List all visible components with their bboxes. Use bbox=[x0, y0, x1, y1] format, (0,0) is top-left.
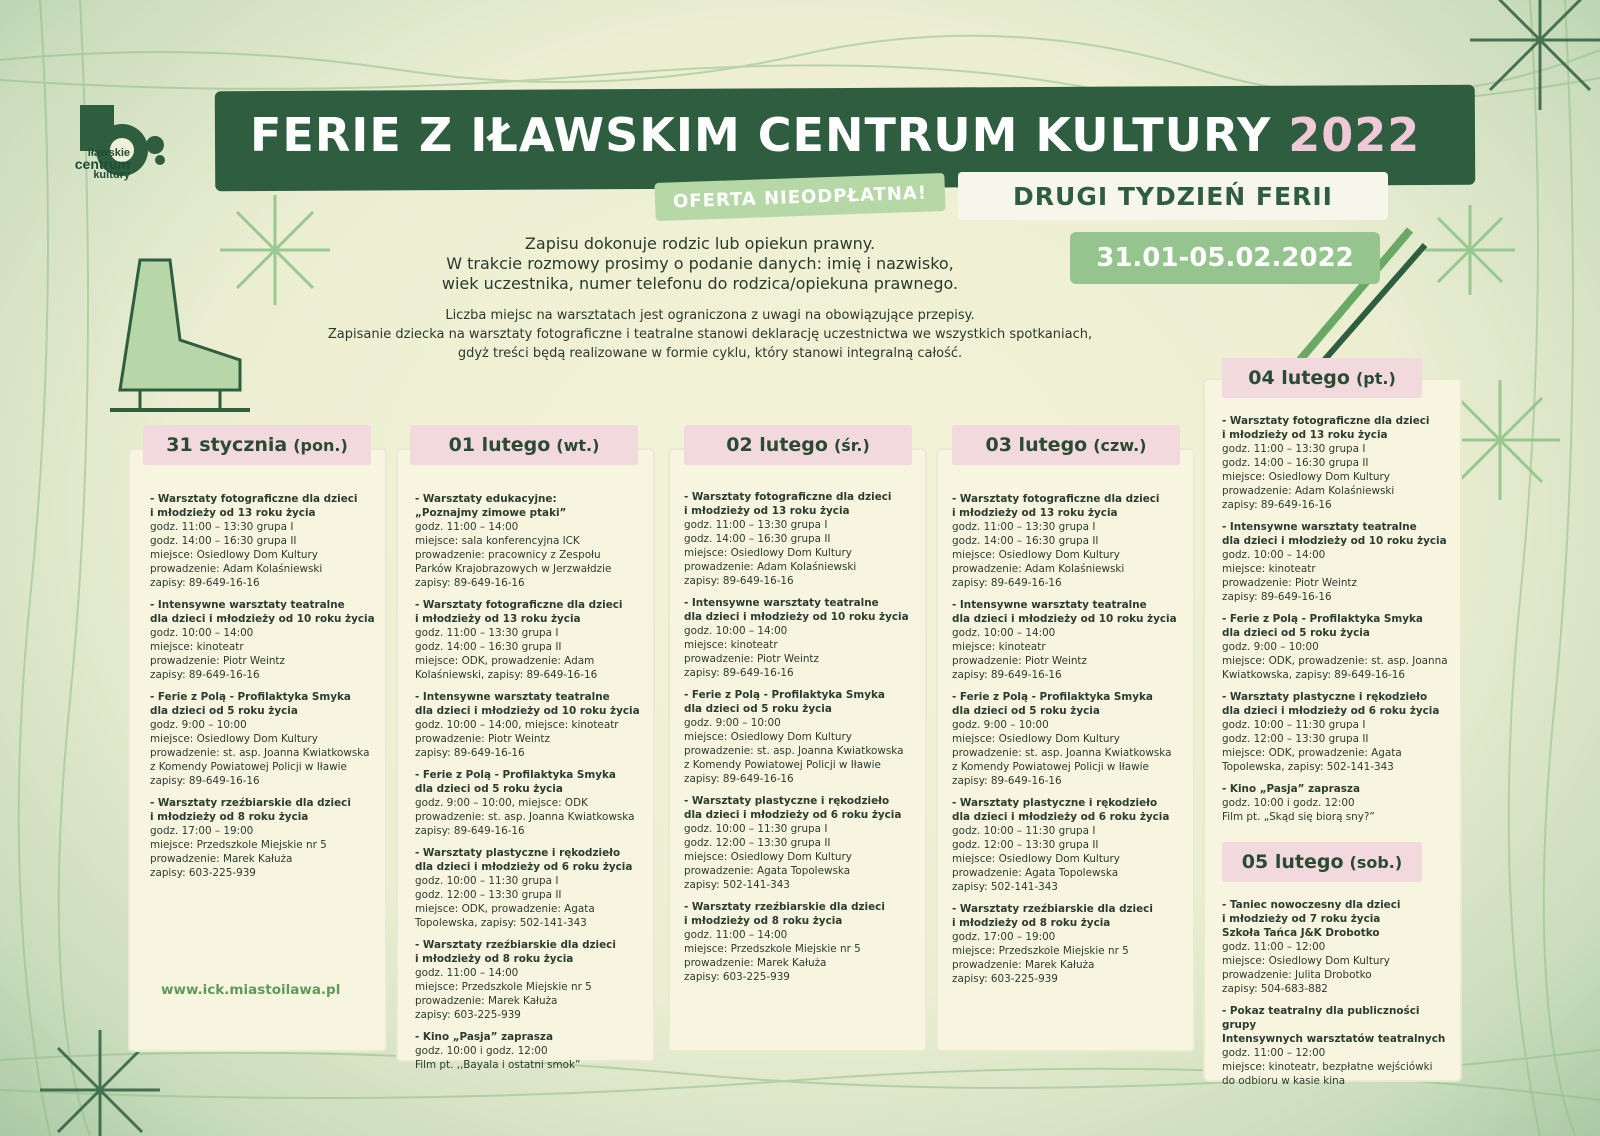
entry-title-line: dla dzieci od 5 roku życia bbox=[952, 705, 1100, 717]
entry-title-line: i młodzieży od 13 roku życia bbox=[952, 507, 1118, 519]
entry-detail-line: godz. 9:00 – 10:00 bbox=[684, 717, 781, 729]
notes-text bbox=[250, 306, 1170, 363]
schedule-entry bbox=[684, 490, 916, 588]
entry-title-line: dla dzieci od 5 roku życia bbox=[150, 705, 298, 717]
entry-detail-line: prowadzenie: Adam Kolaśniewski bbox=[1222, 485, 1395, 497]
intro-line: W trakcie rozmowy prosimy o podanie danych: imię i nazwisko, bbox=[446, 254, 954, 273]
entry-detail-line: miejsce: Osiedlowy Dom Kultury bbox=[1222, 471, 1390, 483]
entry-detail-line: miejsce: Osiedlowy Dom Kultury bbox=[150, 733, 318, 745]
entry-detail-line: Film pt. ,,Bayala i ostatni smok” bbox=[415, 1059, 581, 1071]
entry-detail-line: zapisy: 89-649-16-16 bbox=[150, 775, 260, 787]
entry-detail-line: godz. 14:00 – 16:30 grupa II bbox=[415, 641, 562, 653]
entry-detail-line: miejsce: Przedszkole Miejskie nr 5 bbox=[415, 981, 592, 993]
entry-title-line: - Warsztaty plastyczne i rękodzieło bbox=[952, 797, 1158, 809]
entry-detail-line: godz. 14:00 – 16:30 grupa II bbox=[684, 533, 831, 545]
entry-title-line: - Intensywne warsztaty teatralne bbox=[952, 599, 1147, 611]
entry-detail-line: godz. 9:00 – 10:00 bbox=[1222, 641, 1319, 653]
entry-detail-line: do odbioru w kasie kina bbox=[1222, 1075, 1346, 1087]
entry-detail-line: miejsce: kinoteatr bbox=[1222, 563, 1316, 575]
schedule-entry bbox=[415, 938, 647, 1022]
entry-detail-line: godz. 10:00 – 11:30 grupa I bbox=[684, 823, 828, 835]
entry-detail-line: prowadzenie: st. asp. Joanna Kwiatkowska bbox=[415, 811, 635, 823]
dates-badge: 31.01-05.02.2022 bbox=[1070, 232, 1380, 284]
schedule-entry bbox=[150, 796, 382, 880]
day-entries bbox=[684, 490, 916, 992]
schedule-entry bbox=[415, 492, 647, 590]
day-date: 01 lutego bbox=[448, 434, 551, 456]
day-header-3 bbox=[952, 425, 1180, 465]
entry-title-line: i młodzieży od 8 roku życia bbox=[684, 915, 843, 927]
entry-title-line: dla dzieci i młodzieży od 10 roku życia bbox=[150, 613, 375, 625]
entry-title-line: - Warsztaty edukacyjne: bbox=[415, 493, 557, 505]
entry-detail-line: godz. 10:00 – 14:00, miejsce: kinoteatr bbox=[415, 719, 619, 731]
entry-detail-line: zapisy: 603-225-939 bbox=[415, 1009, 521, 1021]
day-entries bbox=[415, 492, 647, 1080]
entry-detail-line: godz. 10:00 i godz. 12:00 bbox=[1222, 797, 1355, 809]
entry-detail-line: miejsce: Osiedlowy Dom Kultury bbox=[952, 853, 1120, 865]
entry-detail-line: z Komendy Powiatowej Policji w Iławie bbox=[684, 759, 881, 771]
entry-title-line: - Warsztaty rzeźbiarskie dla dzieci bbox=[684, 901, 885, 913]
schedule-entry bbox=[952, 796, 1184, 894]
entry-detail-line: prowadzenie: Adam Kolaśniewski bbox=[684, 561, 857, 573]
entry-detail-line: miejsce: kinoteatr bbox=[684, 639, 778, 651]
entry-title-line: - Warsztaty plastyczne i rękodzieło bbox=[1222, 691, 1428, 703]
schedule-entry bbox=[415, 598, 647, 682]
entry-detail-line: prowadzenie: st. asp. Joanna Kwiatkowska bbox=[952, 747, 1172, 759]
entry-title-line: - Taniec nowoczesny dla dzieci bbox=[1222, 899, 1401, 911]
day-weekday: (pt.) bbox=[1355, 368, 1396, 388]
schedule-entry bbox=[684, 794, 916, 892]
entry-title-line: - Intensywne warsztaty teatralne bbox=[1222, 521, 1417, 533]
entry-detail-line: zapisy: 89-649-16-16 bbox=[952, 669, 1062, 681]
entry-detail-line: miejsce: kinoteatr bbox=[952, 641, 1046, 653]
entry-detail-line: prowadzenie: Piotr Weintz bbox=[415, 733, 550, 745]
entry-title-line: - Warsztaty fotograficzne dla dzieci bbox=[952, 493, 1160, 505]
entry-detail-line: Parków Krajobrazowych w Jerzwałdzie bbox=[415, 563, 612, 575]
entry-detail-line: miejsce: Osiedlowy Dom Kultury bbox=[684, 731, 852, 743]
intro-line: wiek uczestnika, numer telefonu do rodzica/opiekuna prawnego. bbox=[441, 274, 959, 293]
schedule-entry bbox=[415, 768, 647, 838]
day-header-5 bbox=[1222, 842, 1422, 882]
day-weekday: (czw.) bbox=[1093, 435, 1147, 455]
entry-detail-line: zapisy: 89-649-16-16 bbox=[1222, 499, 1332, 511]
entry-title-line: dla dzieci i młodzieży od 6 roku życia bbox=[684, 809, 902, 821]
entry-detail-line: z Komendy Powiatowej Policji w Iławie bbox=[150, 761, 347, 773]
entry-detail-line: miejsce: Osiedlowy Dom Kultury bbox=[952, 549, 1120, 561]
day-entries bbox=[150, 492, 382, 888]
intro-text bbox=[370, 234, 1030, 294]
entry-detail-line: prowadzenie: st. asp. Joanna Kwiatkowska bbox=[150, 747, 370, 759]
entry-title-line: dla dzieci i młodzieży od 10 roku życia bbox=[684, 611, 909, 623]
schedule-entry bbox=[1222, 1004, 1454, 1088]
entry-detail-line: zapisy: 89-649-16-16 bbox=[415, 577, 525, 589]
entry-title-line: - Kino „Pasja” zaprasza bbox=[415, 1031, 553, 1043]
entry-detail-line: zapisy: 603-225-939 bbox=[150, 867, 256, 879]
website-url: www.ick.miastoilawa.pl bbox=[161, 982, 341, 998]
entry-detail-line: miejsce: ODK, prowadzenie: st. asp. Joanna bbox=[1222, 655, 1448, 667]
entry-detail-line: prowadzenie: Marek Kałuża bbox=[952, 959, 1095, 971]
day-entries bbox=[1222, 898, 1454, 1096]
ice-skate-illustration bbox=[100, 250, 260, 430]
entry-detail-line: godz. 11:00 – 14:00 bbox=[415, 521, 519, 533]
day-date: 05 lutego bbox=[1241, 851, 1344, 873]
entry-title-line: dla dzieci od 5 roku życia bbox=[1222, 627, 1370, 639]
logo-text bbox=[60, 148, 130, 181]
entry-detail-line: miejsce: Osiedlowy Dom Kultury bbox=[150, 549, 318, 561]
entry-detail-line: miejsce: Osiedlowy Dom Kultury bbox=[684, 547, 852, 559]
entry-title-line: Intensywnych warsztatów teatralnych bbox=[1222, 1033, 1446, 1045]
entry-detail-line: prowadzenie: Agata Topolewska bbox=[952, 867, 1119, 879]
day-header-2 bbox=[684, 425, 912, 465]
entry-detail-line: godz. 10:00 – 14:00 bbox=[952, 627, 1056, 639]
entry-title-line: - Warsztaty rzeźbiarskie dla dzieci bbox=[150, 797, 351, 809]
entry-detail-line: godz. 12:00 – 13:30 grupa II bbox=[684, 837, 831, 849]
entry-detail-line: godz. 11:00 – 13:30 grupa I bbox=[150, 521, 294, 533]
entry-detail-line: godz. 9:00 – 10:00 bbox=[952, 719, 1049, 731]
schedule-entry bbox=[1222, 782, 1454, 824]
entry-detail-line: miejsce: Osiedlowy Dom Kultury bbox=[1222, 955, 1390, 967]
day-weekday: (pon.) bbox=[293, 435, 348, 455]
entry-detail-line: prowadzenie: Adam Kolaśniewski bbox=[150, 563, 323, 575]
entry-title-line: - Kino „Pasja” zaprasza bbox=[1222, 783, 1360, 795]
entry-detail-line: godz. 11:00 – 13:30 grupa I bbox=[952, 521, 1096, 533]
schedule-entry bbox=[150, 690, 382, 788]
schedule-entry bbox=[415, 690, 647, 760]
entry-detail-line: zapisy: 89-649-16-16 bbox=[415, 825, 525, 837]
week-badge: DRUGI TYDZIEŃ FERII bbox=[958, 172, 1388, 220]
entry-title-line: dla dzieci od 5 roku życia bbox=[684, 703, 832, 715]
entry-title-line: Szkoła Tańca J&K Drobotko bbox=[1222, 927, 1380, 939]
entry-detail-line: zapisy: 89-649-16-16 bbox=[150, 577, 260, 589]
day-header-4 bbox=[1222, 358, 1422, 398]
entry-detail-line: godz. 10:00 – 14:00 bbox=[150, 627, 254, 639]
entry-detail-line: miejsce: Przedszkole Miejskie nr 5 bbox=[952, 945, 1129, 957]
entry-title-line: - Warsztaty fotograficzne dla dzieci bbox=[150, 493, 358, 505]
entry-detail-line: Topolewska, zapisy: 502-141-343 bbox=[415, 917, 587, 929]
entry-detail-line: godz. 9:00 – 10:00 bbox=[150, 719, 247, 731]
entry-detail-line: Topolewska, zapisy: 502-141-343 bbox=[1222, 761, 1394, 773]
day-entries bbox=[952, 492, 1184, 994]
schedule-entry bbox=[952, 902, 1184, 986]
entry-detail-line: zapisy: 89-649-16-16 bbox=[684, 667, 794, 679]
entry-detail-line: zapisy: 89-649-16-16 bbox=[952, 775, 1062, 787]
entry-detail-line: z Komendy Powiatowej Policji w Iławie bbox=[952, 761, 1149, 773]
entry-detail-line: Kwiatkowska, zapisy: 89-649-16-16 bbox=[1222, 669, 1406, 681]
entry-detail-line: miejsce: ODK, prowadzenie: Agata bbox=[415, 903, 595, 915]
entry-detail-line: godz. 9:00 – 10:00, miejsce: ODK bbox=[415, 797, 588, 809]
entry-detail-line: zapisy: 89-649-16-16 bbox=[150, 669, 260, 681]
schedule-entry bbox=[1222, 414, 1454, 512]
schedule-entry bbox=[1222, 612, 1454, 682]
schedule-entry bbox=[1222, 690, 1454, 774]
title-year: 2022 bbox=[1288, 108, 1421, 162]
entry-detail-line: godz. 10:00 – 11:30 grupa I bbox=[1222, 719, 1366, 731]
entry-detail-line: miejsce: Przedszkole Miejskie nr 5 bbox=[684, 943, 861, 955]
schedule-entry bbox=[684, 688, 916, 786]
schedule-entry bbox=[952, 492, 1184, 590]
entry-detail-line: Kolaśniewski, zapisy: 89-649-16-16 bbox=[415, 669, 598, 681]
entry-detail-line: miejsce: Przedszkole Miejskie nr 5 bbox=[150, 839, 327, 851]
entry-title-line: - Warsztaty fotograficzne dla dzieci bbox=[415, 599, 623, 611]
logo-line-3: kultury bbox=[93, 169, 130, 181]
entry-title-line: - Intensywne warsztaty teatralne bbox=[684, 597, 879, 609]
entry-detail-line: zapisy: 89-649-16-16 bbox=[684, 575, 794, 587]
entry-detail-line: prowadzenie: Piotr Weintz bbox=[1222, 577, 1357, 589]
entry-title-line: - Ferie z Polą - Profilaktyka Smyka bbox=[415, 769, 616, 781]
entry-detail-line: prowadzenie: Adam Kolaśniewski bbox=[952, 563, 1125, 575]
entry-detail-line: godz. 14:00 – 16:30 grupa II bbox=[150, 535, 297, 547]
entry-title-line: - Intensywne warsztaty teatralne bbox=[415, 691, 610, 703]
entry-detail-line: Film pt. „Skąd się biorą sny?” bbox=[1222, 811, 1375, 823]
entry-detail-line: prowadzenie: Marek Kałuża bbox=[415, 995, 558, 1007]
entry-detail-line: miejsce: kinoteatr, bezpłatne wejściówki bbox=[1222, 1061, 1433, 1073]
entry-detail-line: prowadzenie: st. asp. Joanna Kwiatkowska bbox=[684, 745, 904, 757]
entry-detail-line: godz. 11:00 – 14:00 bbox=[684, 929, 788, 941]
entry-title-line: dla dzieci i młodzieży od 10 roku życia bbox=[1222, 535, 1447, 547]
entry-detail-line: godz. 10:00 – 11:30 grupa I bbox=[952, 825, 1096, 837]
day-date: 03 lutego bbox=[985, 434, 1088, 456]
entry-detail-line: godz. 17:00 – 19:00 bbox=[150, 825, 254, 837]
entry-detail-line: miejsce: kinoteatr bbox=[150, 641, 244, 653]
entry-detail-line: zapisy: 502-141-343 bbox=[684, 879, 790, 891]
entry-detail-line: godz. 12:00 – 13:30 grupa II bbox=[1222, 733, 1369, 745]
title-main: FERIE Z IŁAWSKIM CENTRUM KULTURY bbox=[250, 108, 1272, 162]
entry-title-line: - Ferie z Polą - Profilaktyka Smyka bbox=[1222, 613, 1423, 625]
day-weekday: (śr.) bbox=[833, 435, 870, 455]
entry-detail-line: godz. 11:00 – 13:30 grupa I bbox=[684, 519, 828, 531]
schedule-entry bbox=[1222, 520, 1454, 604]
entry-detail-line: zapisy: 89-649-16-16 bbox=[1222, 591, 1332, 603]
logo-line-1: iławskie bbox=[87, 147, 130, 159]
entry-title-line: - Warsztaty fotograficzne dla dzieci bbox=[1222, 415, 1430, 427]
entry-detail-line: godz. 11:00 – 12:00 bbox=[1222, 941, 1326, 953]
entry-detail-line: miejsce: sala konferencyjna ICK bbox=[415, 535, 580, 547]
entry-detail-line: prowadzenie: Piotr Weintz bbox=[150, 655, 285, 667]
entry-title-line: i młodzieży od 8 roku życia bbox=[952, 917, 1111, 929]
entry-title-line: - Warsztaty plastyczne i rękodzieło bbox=[415, 847, 621, 859]
entry-detail-line: zapisy: 603-225-939 bbox=[684, 971, 790, 983]
schedule-entry bbox=[415, 846, 647, 930]
day-date: 02 lutego bbox=[726, 434, 828, 456]
schedule-entry bbox=[150, 598, 382, 682]
schedule-entry bbox=[684, 900, 916, 984]
entry-title-line: - Warsztaty fotograficzne dla dzieci bbox=[684, 491, 892, 503]
entry-detail-line: zapisy: 504-683-882 bbox=[1222, 983, 1328, 995]
intro-line: Zapisu dokonuje rodzic lub opiekun prawny. bbox=[524, 234, 876, 253]
entry-detail-line: miejsce: Osiedlowy Dom Kultury bbox=[684, 851, 852, 863]
day-header-0 bbox=[143, 425, 371, 465]
schedule-entry bbox=[150, 492, 382, 590]
entry-title-line: i młodzieży od 8 roku życia bbox=[150, 811, 309, 823]
entry-detail-line: miejsce: ODK, prowadzenie: Adam bbox=[415, 655, 595, 667]
entry-detail-line: godz. 17:00 – 19:00 bbox=[952, 931, 1056, 943]
schedule-entry bbox=[952, 598, 1184, 682]
entry-detail-line: zapisy: 502-141-343 bbox=[952, 881, 1058, 893]
entry-title-line: - Warsztaty rzeźbiarskie dla dzieci bbox=[415, 939, 616, 951]
schedule-entry bbox=[1222, 898, 1454, 996]
entry-detail-line: zapisy: 89-649-16-16 bbox=[684, 773, 794, 785]
day-date: 04 lutego bbox=[1248, 367, 1350, 389]
day-date: 31 stycznia bbox=[166, 434, 288, 456]
entry-title-line: i młodzieży od 13 roku życia bbox=[150, 507, 316, 519]
entry-detail-line: godz. 10:00 – 11:30 grupa I bbox=[415, 875, 559, 887]
entry-detail-line: godz. 11:00 – 13:30 grupa I bbox=[415, 627, 559, 639]
entry-detail-line: godz. 11:00 – 13:30 grupa I bbox=[1222, 443, 1366, 455]
entry-title-line: dla dzieci i młodzieży od 10 roku życia bbox=[415, 705, 640, 717]
day-weekday: (sob.) bbox=[1349, 852, 1403, 872]
entry-detail-line: godz. 10:00 i godz. 12:00 bbox=[415, 1045, 548, 1057]
entry-detail-line: zapisy: 89-649-16-16 bbox=[415, 747, 525, 759]
day-header-1 bbox=[410, 425, 638, 465]
entry-detail-line: miejsce: Osiedlowy Dom Kultury bbox=[952, 733, 1120, 745]
entry-detail-line: godz. 10:00 – 14:00 bbox=[1222, 549, 1326, 561]
entry-detail-line: prowadzenie: pracownicy z Zespołu bbox=[415, 549, 601, 561]
entry-title-line: dla dzieci i młodzieży od 6 roku życia bbox=[952, 811, 1170, 823]
entry-detail-line: prowadzenie: Julita Drobotko bbox=[1222, 969, 1372, 981]
logo-line-2: centrum bbox=[74, 156, 130, 172]
entry-title-line: dla dzieci i młodzieży od 6 roku życia bbox=[1222, 705, 1440, 717]
notes-line: Liczba miejsc na warsztatach jest ograniczona z uwagi na obowiązujące przepisy. bbox=[445, 308, 975, 323]
notes-line: gdyż treści będą realizowane w formie cyklu, który stanowi integralną całość. bbox=[457, 346, 963, 361]
notes-line: Zapisanie dziecka na warsztaty fotograficzne i teatralne stanowi deklarację uczestnictwa we wszystkich spotkaniach, bbox=[327, 327, 1093, 342]
entry-detail-line: zapisy: 603-225-939 bbox=[952, 973, 1058, 985]
entry-detail-line: miejsce: ODK, prowadzenie: Agata bbox=[1222, 747, 1402, 759]
free-offer-badge: OFERTA NIEODPŁATNA! bbox=[654, 173, 945, 221]
entry-title-line: - Ferie z Polą - Profilaktyka Smyka bbox=[150, 691, 351, 703]
schedule-entry bbox=[952, 690, 1184, 788]
entry-title-line: - Ferie z Polą - Profilaktyka Smyka bbox=[952, 691, 1153, 703]
entry-detail-line: godz. 11:00 – 14:00 bbox=[415, 967, 519, 979]
entry-title-line: i młodzieży od 7 roku życia bbox=[1222, 913, 1381, 925]
entry-detail-line: godz. 14:00 – 16:30 grupa II bbox=[1222, 457, 1369, 469]
entry-detail-line: prowadzenie: Piotr Weintz bbox=[952, 655, 1087, 667]
entry-title-line: - Intensywne warsztaty teatralne bbox=[150, 599, 345, 611]
entry-title-line: dla dzieci od 5 roku życia bbox=[415, 783, 563, 795]
entry-detail-line: godz. 12:00 – 13:30 grupa II bbox=[952, 839, 1099, 851]
entry-title-line: - Warsztaty rzeźbiarskie dla dzieci bbox=[952, 903, 1153, 915]
entry-detail-line: prowadzenie: Agata Topolewska bbox=[684, 865, 851, 877]
day-entries bbox=[1222, 414, 1454, 832]
page-title bbox=[250, 108, 1470, 162]
entry-detail-line: godz. 12:00 – 13:30 grupa II bbox=[415, 889, 562, 901]
entry-title-line: - Warsztaty plastyczne i rękodzieło bbox=[684, 795, 890, 807]
entry-detail-line: godz. 10:00 – 14:00 bbox=[684, 625, 788, 637]
entry-title-line: „Poznajmy zimowe ptaki” bbox=[415, 507, 567, 519]
entry-title-line: - Ferie z Polą - Profilaktyka Smyka bbox=[684, 689, 885, 701]
entry-detail-line: godz. 11:00 – 12:00 bbox=[1222, 1047, 1326, 1059]
entry-title-line: i młodzieży od 13 roku życia bbox=[415, 613, 581, 625]
day-weekday: (wt.) bbox=[556, 435, 600, 455]
schedule-entry bbox=[415, 1030, 647, 1072]
entry-title-line: dla dzieci i młodzieży od 10 roku życia bbox=[952, 613, 1177, 625]
entry-title-line: i młodzieży od 8 roku życia bbox=[415, 953, 574, 965]
entry-detail-line: godz. 14:00 – 16:30 grupa II bbox=[952, 535, 1099, 547]
entry-detail-line: prowadzenie: Piotr Weintz bbox=[684, 653, 819, 665]
entry-detail-line: zapisy: 89-649-16-16 bbox=[952, 577, 1062, 589]
entry-title-line: i młodzieży od 13 roku życia bbox=[684, 505, 850, 517]
entry-title-line: i młodzieży od 13 roku życia bbox=[1222, 429, 1388, 441]
entry-detail-line: prowadzenie: Marek Kałuża bbox=[684, 957, 827, 969]
entry-detail-line: prowadzenie: Marek Kałuża bbox=[150, 853, 293, 865]
schedule-entry bbox=[684, 596, 916, 680]
entry-title-line: dla dzieci i młodzieży od 6 roku życia bbox=[415, 861, 633, 873]
entry-title-line: - Pokaz teatralny dla publiczności grupy bbox=[1222, 1005, 1420, 1031]
